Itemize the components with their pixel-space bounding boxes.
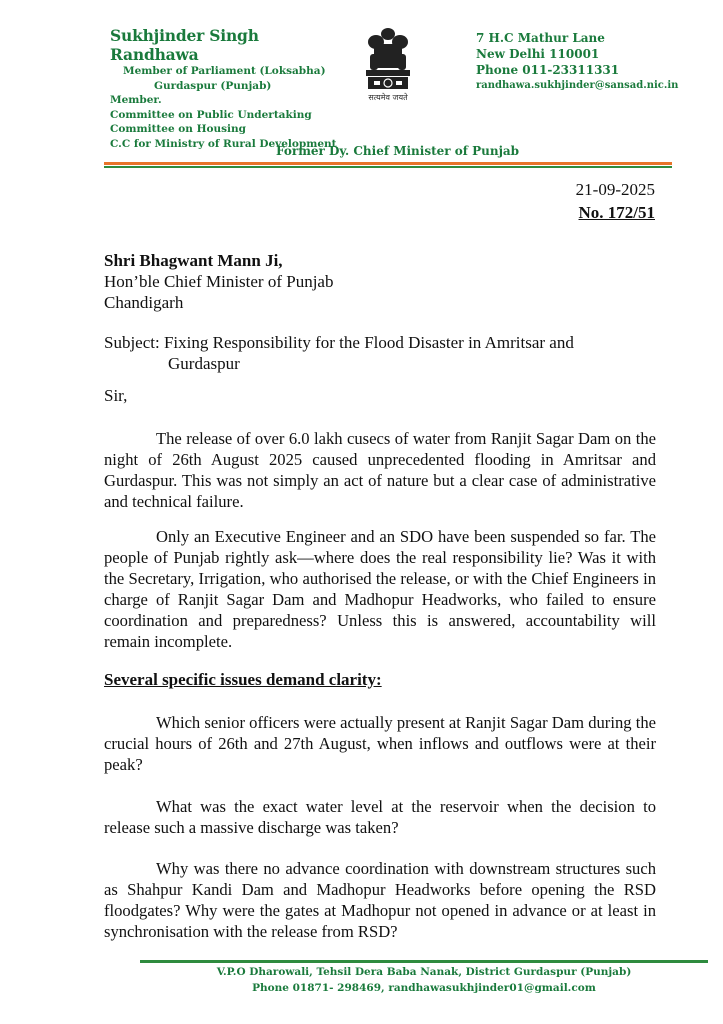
sender-member-label: Member.	[110, 94, 162, 107]
addressee-block	[104, 250, 333, 313]
emblem-motto: सत्यमेव जयते	[368, 93, 408, 102]
header-rule-orange	[104, 162, 672, 165]
body-paragraph-1: The release of over 6.0 lakh cusecs of water from Ranjit Sagar Dam on the night of 26th August 2025 caused unprecedented flooding in Amritsar and Gurdaspur. This was not simply an act of nature but a clear case of administrative and technical failure.	[104, 429, 656, 511]
committee-1: Committee on Public Undertaking	[110, 108, 312, 121]
subject-line-2: Gurdaspur	[168, 354, 240, 373]
letter-date: 21-09-2025	[575, 180, 655, 199]
office-address-line2: New Delhi 110001	[476, 47, 600, 61]
subject-line-1: Subject: Fixing Responsibility for the Flood Disaster in Amritsar and	[104, 333, 574, 352]
subject-block	[104, 332, 644, 374]
body-paragraph-5: Why was there no advance coordination with downstream structures such as Shahpur Kandi Dam and Madhopur Headworks before opening the RSD floodgates? Why were the gates at Madhopur not opened in advance or at least in synchronisation with the release from RSD?	[104, 859, 656, 941]
addressee-city: Chandigarh	[104, 293, 184, 312]
office-email: randhawa.sukhjinder@sansad.nic.in	[476, 80, 679, 91]
footer-contact: Phone 01871- 298469, randhawasukhjinder01@gmail.com	[252, 982, 596, 994]
former-title: Former Dy. Chief Minister of Punjab	[276, 144, 520, 158]
committee-2: Committee on Housing	[110, 123, 247, 136]
body-paragraph-2: Only an Executive Engineer and an SDO have been suspended so far. The people of Punjab rightly ask—where does the real responsibility lie? Was it with the Secretary, Irrigation, who authorised the release, or with the Chief Engineers in charge of Ranjit Sagar Dam and Madhopur Headworks, who failed to ensure coordination and preparedness? Unless this is answered, accountability will remain incomplete.	[104, 527, 656, 651]
section-heading: Several specific issues demand clarity:	[104, 670, 382, 689]
office-address-line1: 7 H.C Mathur Lane	[476, 31, 605, 45]
addressee-title: Hon’ble Chief Minister of Punjab	[104, 272, 334, 291]
addressee-name: Shri Bhagwant Mann Ji,	[104, 251, 283, 270]
footer-rule	[140, 960, 708, 963]
sender-name: Sukhjinder Singh Randhawa	[110, 26, 259, 64]
body-paragraph-3: Which senior officers were actually present at Ranjit Sagar Dam during the crucial hours of 26th and 27th August, when inflows and outflows were at their peak?	[104, 713, 656, 774]
committee-3: C.C for Ministry of Rural Development	[110, 137, 337, 150]
sender-constituency: Gurdaspur (Punjab)	[154, 79, 272, 92]
body-paragraph-4: What was the exact water level at the reservoir when the decision to release such a massive discharge was taken?	[104, 797, 656, 837]
sender-designation: Member of Parliament (Loksabha)	[123, 65, 326, 77]
office-phone: Phone 011-23311331	[476, 63, 620, 77]
letterhead-right	[476, 30, 716, 94]
footer-address: V.P.O Dharowali, Tehsil Dera Baba Nanak, District Gurdaspur (Punjab)	[216, 966, 632, 978]
salutation: Sir,	[104, 386, 128, 405]
letter-ref-number: No. 172/51	[578, 203, 655, 222]
header-rule-green	[104, 166, 672, 168]
letterhead-left	[110, 26, 350, 152]
